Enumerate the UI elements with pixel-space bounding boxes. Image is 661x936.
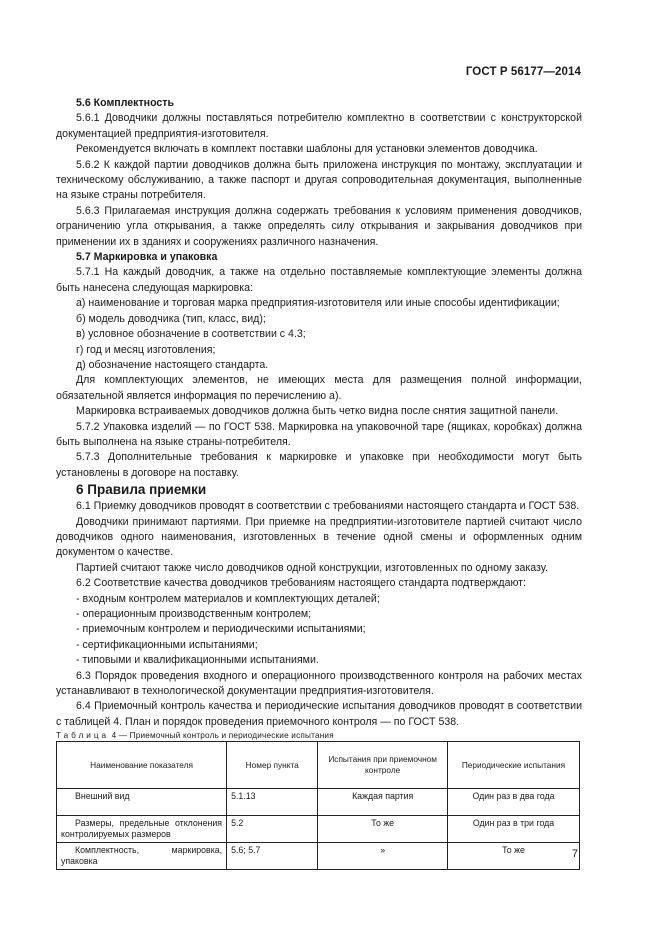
list-item: - входным контролем материалов и комплектующих деталей; [76,592,380,605]
paragraph: 5.6.2 К каждой партии доводчиков должна быть приложена инструкция по монтажу, эксплуатации и техническому обслуживанию, а также паспорт и другая сопроводительная документация, выполненные на языке страны потребителя. [56,158,582,202]
table-row [57,843,580,870]
table-header-cell: Номер пункта [227,742,318,789]
paragraph: 5.7.1 На каждый доводчик, а также на отдельно поставляемые комплектующие элементы должна быть нанесена следующая маркировка: [56,266,582,294]
table-header-cell: Испытания при приемочном контроле [318,742,448,789]
table-cell: 5.2 [227,816,318,843]
table-cell: 5.1.13 [227,789,318,816]
paragraph: Рекомендуется включать в комплект поставки шаблоны для установки элементов доводчика. [76,143,538,156]
paragraph: 6.2 Соответствие качества доводчиков требованиям настоящего стандарта подтверждают: [76,577,526,590]
list-item: б) модель доводчика (тип, класс, вид); [76,312,266,325]
list-item: - сертификационными испытаниями; [76,638,258,651]
paragraph: 6.4 Приемочный контроль качества и периодические испытания доводчиков проводят в соответствии с таблицей 4. План и порядок проведения приемочного контроля — по ГОСТ 538. [56,700,582,728]
list-item: - приемочным контролем и периодическими испытаниями; [76,623,366,636]
table-row [57,816,580,843]
list-item: в) условное обозначение в соответствии с 4.3; [76,328,306,341]
table-cell: То же [318,816,448,843]
table-header-cell: Периодические испытания [447,742,579,789]
document-body [56,96,582,870]
table-cell: Внешний вид [57,789,227,816]
paragraph: 5.6.3 Прилагаемая инструкция должна содержать требования к условиям применения доводчиков, ограничению угла открывания, а также определять силу открывания и закрывания доводчиков при применении их в зданиях и сооружениях различного назначения. [56,204,582,248]
paragraph: 5.7.3 Дополнительные требования к маркировке и упаковке при необходимости могут быть установлены в договоре на поставку. [56,451,582,479]
paragraph: Для комплектующих элементов, не имеющих места для размещения полной информации, обязательной является информация по перечислению а). [56,374,582,402]
table-cell: Каждая партия [318,789,448,816]
paragraph: 5.6.1 Доводчики должны поставляться потребителю комплектно в соответствии с конструкторской документацией предприятия-изготовителя. [56,112,582,140]
list-item: г) год и месяц изготовления; [76,343,216,356]
paragraph: Доводчики принимают партиями. При приемке на предприятии-изготовителе партией считают число доводчиков одного наименования, изготовленных в течение одной смены и оформленных одним документом о качестве. [56,515,582,559]
list-item: - операционным производственным контролем; [76,608,312,620]
paragraph: 6.3 Порядок проведения входного и операционного производственного контроля на рабочих местах устанавливают в технологической документации предприятия-изготовителя. [56,669,582,698]
list-item: - типовыми и квалификационными испытаниями. [76,654,319,667]
paragraph: Партией считают также число доводчиков одной конструкции, изготовленных по одному заказу. [76,561,548,574]
table-cell: Один раз в два года [447,789,579,816]
table-header-row [57,742,580,789]
list-item: а) наименование и торговая марка предприятия-изготовителя или иные способы идентификации; [76,297,560,310]
paragraph: 5.7.2 Упаковка изделий — по ГОСТ 538. Маркировка на упаковочной таре (ящиках, коробках) должна быть выполнена на языке страны-потребителя. [56,420,582,448]
page-number: 7 [571,848,578,860]
section-6-title: 6 Правила приемки [76,482,207,498]
table-cell: Размеры, предельные отклонения контролируемых размеров [57,816,227,843]
table-cell: 5.6; 5.7 [227,843,318,870]
paragraph: Маркировка встраиваемых доводчиков должна быть четко видна после снятия защитной панели. [76,405,559,418]
table-row [57,789,580,816]
table-caption [56,730,582,741]
document-code: ГОСТ Р 56177—2014 [465,66,581,78]
table-caption-label: Таблица [56,731,110,741]
list-item: д) обозначение настоящего стандарта. [76,358,269,371]
section-5-7-title: 5.7 Маркировка и упаковка [76,251,218,264]
table-cell: Комплектность, маркировка, упаковка [57,843,227,870]
paragraph: 6.1 Приемку доводчиков проводят в соответствии с требованиями настоящего стандарта и ГОСТ 538. [76,500,580,513]
acceptance-table [56,741,580,870]
table-cell: То же [447,843,579,870]
table-caption-text: 4 — Приемочный контроль и периодические испытания [111,731,334,741]
table-cell: Один раз в три года [447,816,579,843]
table-cell: » [318,843,448,870]
section-5-6-title: 5.6 Комплектность [76,97,174,109]
table-header-cell: Наименование показателя [57,742,227,789]
